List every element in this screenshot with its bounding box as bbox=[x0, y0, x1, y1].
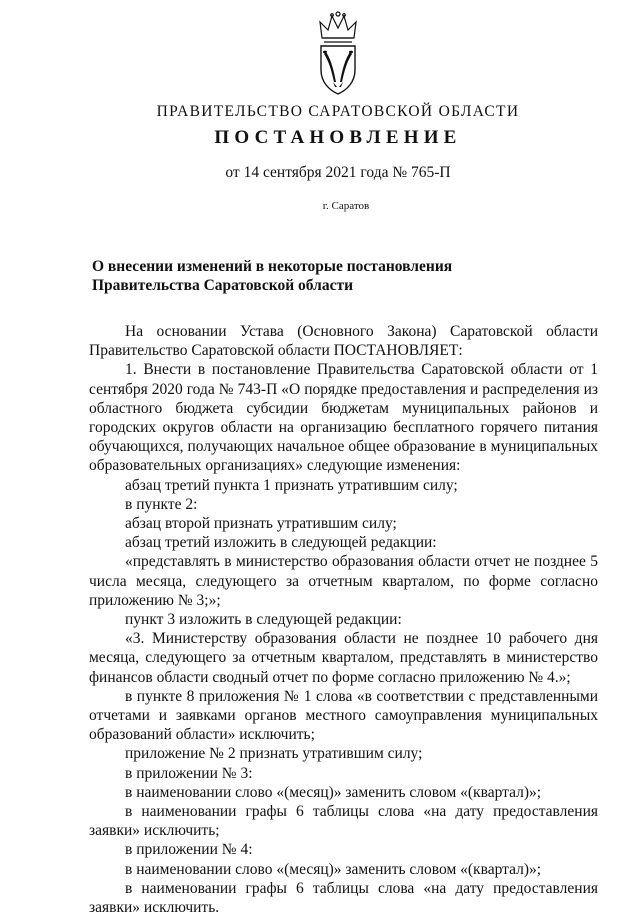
body-paragraph: 1. Внести в постановление Правительства Саратовской области от 1 сентября 2020 года № 743-П «О порядке предоставления и распределения из областного бюджета субсидии бюджетам муниципальных районов и городских округов области на организацию бесплатного горячего питания обучающихся, получающих начальное общее образование в муниципальных образовательных организациях» следующие изменения: bbox=[89, 361, 598, 475]
body-paragraph: приложение № 2 признать утратившим силу; bbox=[125, 745, 423, 763]
body-paragraph: абзац третий изложить в следующей редакции: bbox=[125, 534, 437, 552]
body-paragraph: в наименовании слово «(месяц)» заменить словом «(квартал)»; bbox=[125, 783, 542, 801]
body-paragraph: в наименовании графы 6 таблицы слова «на дату предоставления заявки» исключить; bbox=[89, 803, 598, 840]
subject-line: О внесении изменений в некоторые постановления bbox=[92, 258, 453, 275]
body-paragraph: в приложении № 4: bbox=[125, 841, 253, 859]
body-paragraph: абзац третий пункта 1 признать утратившим силу; bbox=[125, 476, 458, 494]
body-paragraph: абзац второй признать утратившим силу; bbox=[125, 515, 397, 533]
body-paragraph: в наименовании слово «(месяц)» заменить словом «(квартал)»; bbox=[125, 860, 542, 878]
body-paragraph: «представлять в министерство образования области отчет не позднее 5 числа месяца, следующего за отчетным кварталом, по форме согласно приложению № 3;»; bbox=[89, 553, 598, 609]
document-city: г. Саратов bbox=[322, 200, 370, 212]
body-paragraph: в пункте 2: bbox=[125, 495, 198, 513]
subject-line: Правительства Саратовской области bbox=[92, 277, 353, 294]
body-paragraph: в пункте 8 приложения № 1 слова «в соответствии с представленными отчетами и заявками органов местного самоуправления муниципальных образований области» исключить; bbox=[89, 687, 598, 744]
document-subject bbox=[92, 257, 532, 295]
body-paragraph: в наименовании графы 6 таблицы слова «на дату предоставления заявки» исключить. bbox=[89, 879, 598, 917]
body-paragraph: На основании Устава (Основного Закона) Саратовской области Правительство Саратовской области ПОСТАНОВЛЯЕТ: bbox=[89, 323, 598, 360]
document-type: ПОСТАНОВЛЕНИЕ bbox=[214, 127, 462, 148]
document-body bbox=[89, 322, 598, 917]
document-date-number: от 14 сентября 2021 года № 765-П bbox=[225, 164, 451, 181]
government-title: ПРАВИТЕЛЬСТВО САРАТОВСКОЙ ОБЛАСТИ bbox=[156, 103, 520, 120]
body-paragraph: в приложении № 3: bbox=[125, 764, 253, 782]
body-paragraph: пункт 3 изложить в следующей редакции: bbox=[125, 611, 402, 629]
body-paragraph: «3. Министерству образования области не позднее 10 рабочего дня месяца, следующего за отчетным кварталом, представлять в министерство финансов области сводный отчет по форме согласно приложению № 4.»; bbox=[89, 630, 598, 686]
saratov-coat-of-arms-icon bbox=[314, 8, 362, 96]
